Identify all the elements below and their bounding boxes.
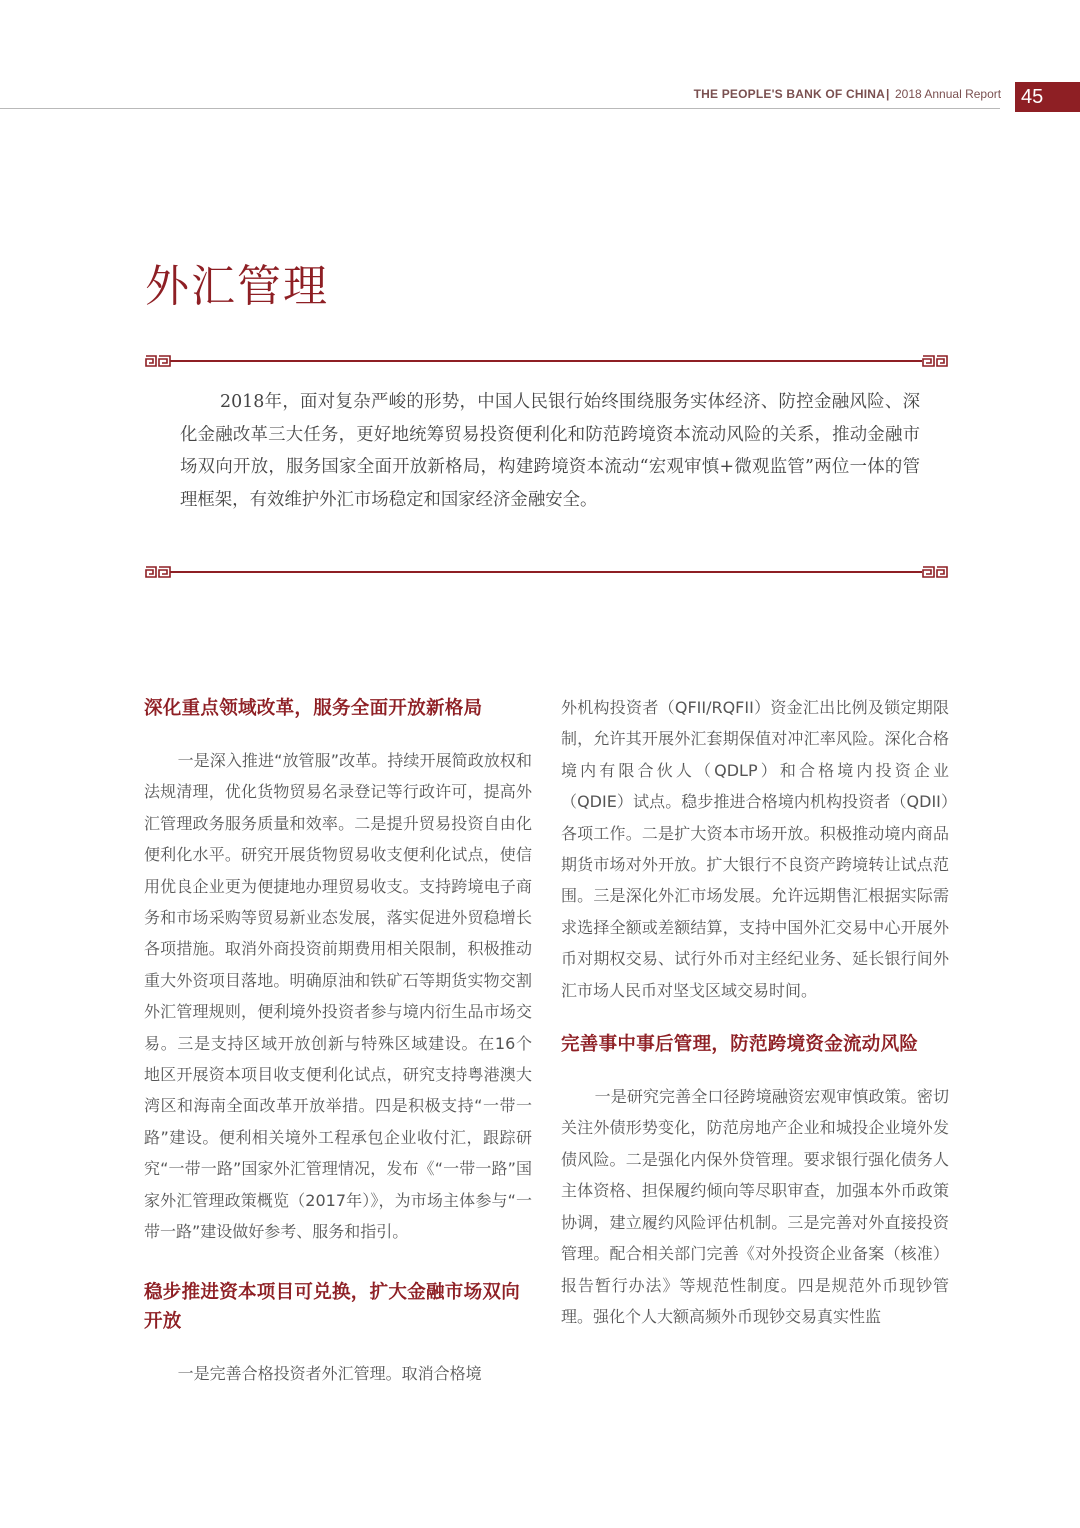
section-body: 一是完善合格投资者外汇管理。取消合格境 — [177, 1363, 482, 1383]
section-body: 一是深入推进“放管服”改革。持续开展简政放权和法规清理，优化货物贸易名录登记等行政许可，提高外汇管理政务服务质量和效率。二是提升贸易投资自由化便利化水平。研究开展货物贸易收支便利化试点，使信用优良企业更为便捷地办理贸易收支。支持跨境电子商务和市场采购等贸易新业态发展，落实促进外贸稳增长各项措施。取消外商投资前期费用相关限制，积极推动重大外资项目落地。明确原油和铁矿石等期货实物交割外汇管理规则，便利境外投资者参与境内衍生品市场交易。三是支持区域开放创新与特殊区域建设。在16个地区开展资本项目收支便利化试点，研究支持粤港澳大湾区和海南全面改革开放举措。四是积极支持“一带一路”建设。便利相关境外工程承包企业收付汇，跟踪研究“一带一路”国家外汇管理情况，发布《“一带一路”国家外汇管理政策概览（2017年）》，为市场主体参与“一带一路”建设做好参考、服务和指引。 — [144, 751, 532, 1242]
intro-frame-bottom-line — [170, 571, 922, 573]
page-number: 45 — [1015, 82, 1080, 112]
section-heading: 深化重点领域改革，服务全面开放新格局 — [144, 698, 483, 719]
right-column — [561, 692, 949, 1332]
meander-ornament-icon — [145, 566, 171, 578]
meander-ornament-icon — [145, 355, 171, 367]
header-org-name: THE PEOPLE'S BANK OF CHINA — [693, 87, 885, 101]
header-separator: | — [886, 87, 890, 101]
left-column — [144, 694, 532, 1389]
section-body-continued: 外机构投资者（QFII/RQFII）资金汇出比例及锁定期限制，允许其开展外汇套期保值对冲汇率风险。深化合格境内有限合伙人（QDLP）和合格境内投资企业（QDIE）试点。稳步推进合格境内机构投资者（QDII）各项工作。二是扩大资本市场开放。积极推动境内商品期货市场对外开放。扩大银行不良资产跨境转让试点范围。三是深化外汇市场发展。允许远期售汇根据实际需求选择全额或差额结算，支持中国外汇交易中心开展外币对期权交易、试行外币对主经纪业务、延长银行间外汇市场人民币对坚戈区域交易时间。 — [561, 698, 949, 1000]
meander-ornament-icon — [922, 566, 948, 578]
intro-frame-top-line — [170, 360, 922, 362]
meander-ornament-icon — [922, 355, 948, 367]
page-title: 外汇管理 — [145, 261, 329, 312]
section-heading: 稳步推进资本项目可兑换，扩大金融市场双向开放 — [144, 1281, 521, 1332]
intro-paragraph: 2018年，面对复杂严峻的形势，中国人民银行始终围绕服务实体经济、防控金融风险、深化金融改革三大任务，更好地统筹贸易投资便利化和防范跨境资本流动风险的关系，推动金融市场双向开放，服务国家全面开放新格局，构建跨境资本流动“宏观审慎+微观监管”两位一体的管理框架，有效维护外汇市场稳定和国家经济金融安全。 — [180, 392, 920, 510]
header-rule — [0, 108, 1000, 109]
header-report-name: 2018 Annual Report — [895, 87, 1002, 101]
section-body: 一是研究完善全口径跨境融资宏观审慎政策。密切关注外债形势变化，防范房地产企业和城投企业境外发债风险。二是强化内保外贷管理。要求银行强化债务人主体资格、担保履约倾向等尽职审查，加强本外币政策协调，建立履约风险评估机制。三是完善对外直接投资管理。配合相关部门完善《对外投资企业备案（核准）报告暂行办法》等规范性制度。四是规范外币现钞管理。强化个人大额高频外币现钞交易真实性监 — [561, 1087, 949, 1326]
section-heading: 完善事中事后管理，防范跨境资金流动风险 — [561, 1034, 919, 1056]
